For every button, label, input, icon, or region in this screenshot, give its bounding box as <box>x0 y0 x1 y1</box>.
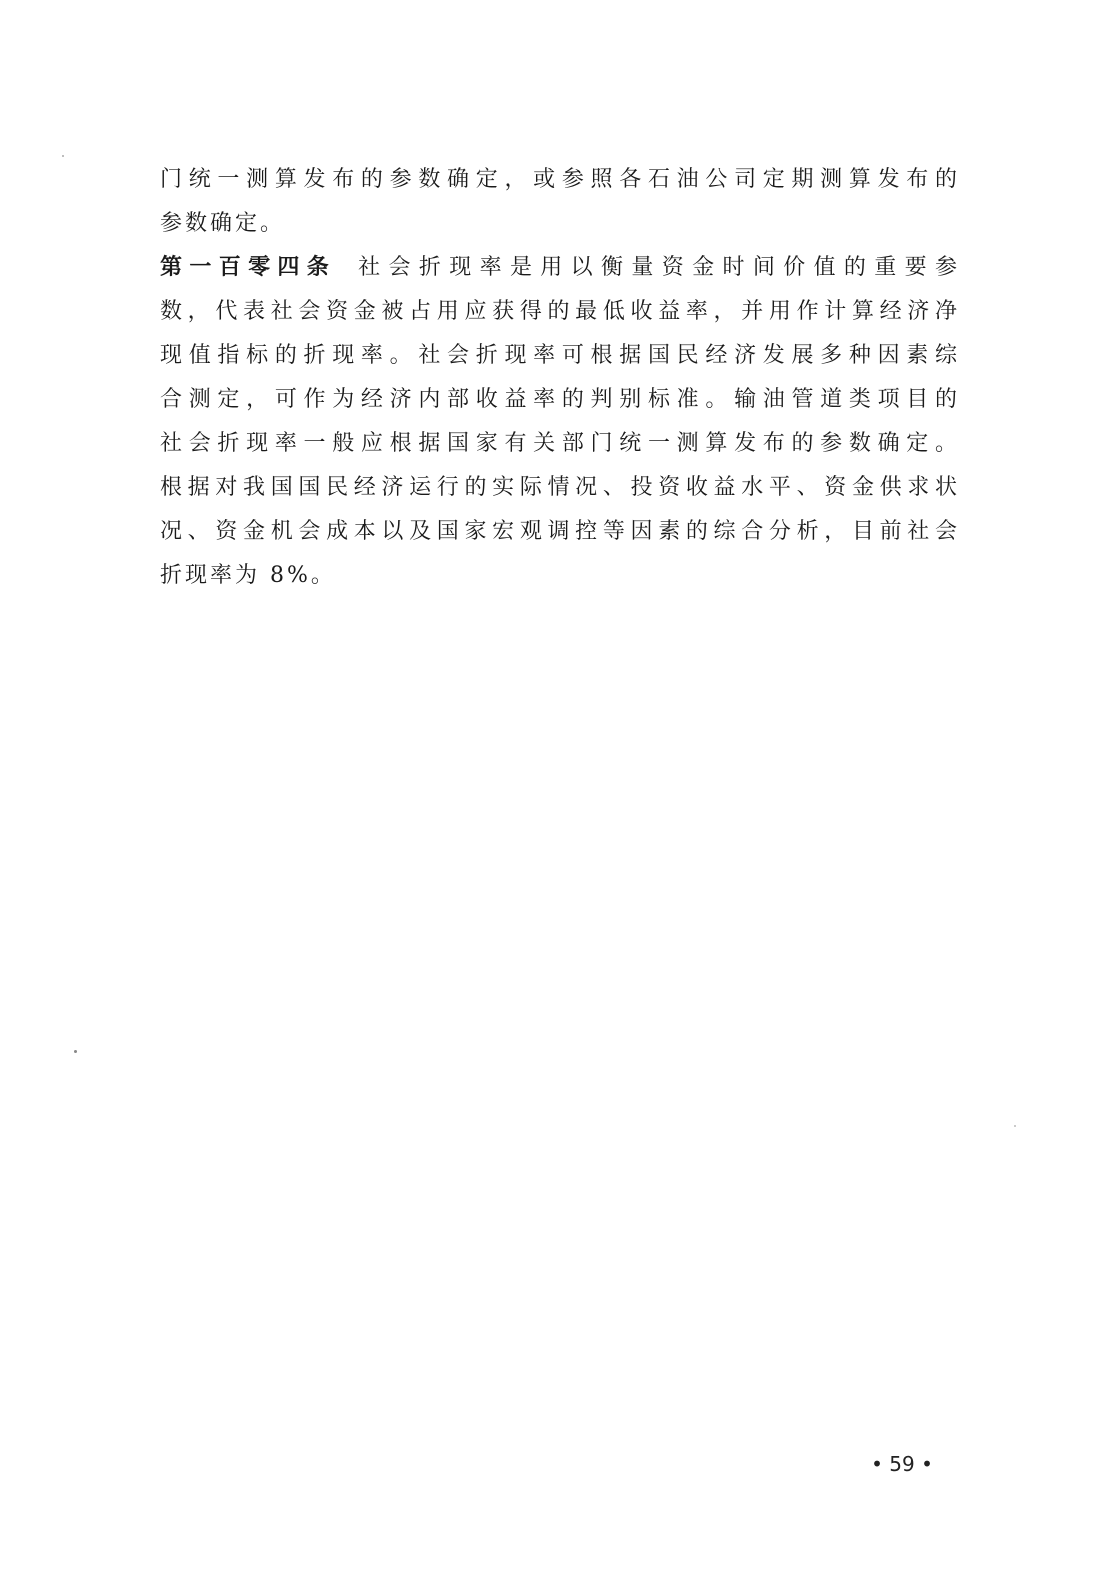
text-line: 社会折现率一般应根据国家有关部门统一测算发布的参数确定。 <box>160 431 960 456</box>
text-line: 现值指标的折现率。社会折现率可根据国民经济发展多种因素综 <box>160 343 960 368</box>
body-text <box>160 158 960 598</box>
text-line: 参数确定。 <box>160 211 286 236</box>
text-line: 根据对我国国民经济运行的实际情况、投资收益水平、资金供求状 <box>160 475 960 500</box>
scan-speck <box>62 155 64 157</box>
text-line: 折现率为 8%。 <box>160 563 336 588</box>
text-line: 合测定，可作为经济内部收益率的判别标准。输油管道类项目的 <box>160 387 960 412</box>
text-line: 况、资金机会成本以及国家宏观调控等因素的综合分析，目前社会 <box>160 519 960 544</box>
scan-speck <box>1014 1125 1016 1127</box>
article-number: 第一百零四条 <box>160 255 337 280</box>
article-first-line <box>160 246 960 290</box>
article-first-line-text: 社会折现率是用以衡量资金时间价值的重要参 <box>358 255 960 280</box>
page-number: • 59 • <box>871 1452 933 1476</box>
text-line: 门统一测算发布的参数确定，或参照各石油公司定期测算发布的 <box>160 167 960 192</box>
scan-speck <box>74 1050 77 1053</box>
text-line: 数，代表社会资金被占用应获得的最低收益率，并用作计算经济净 <box>160 299 960 324</box>
